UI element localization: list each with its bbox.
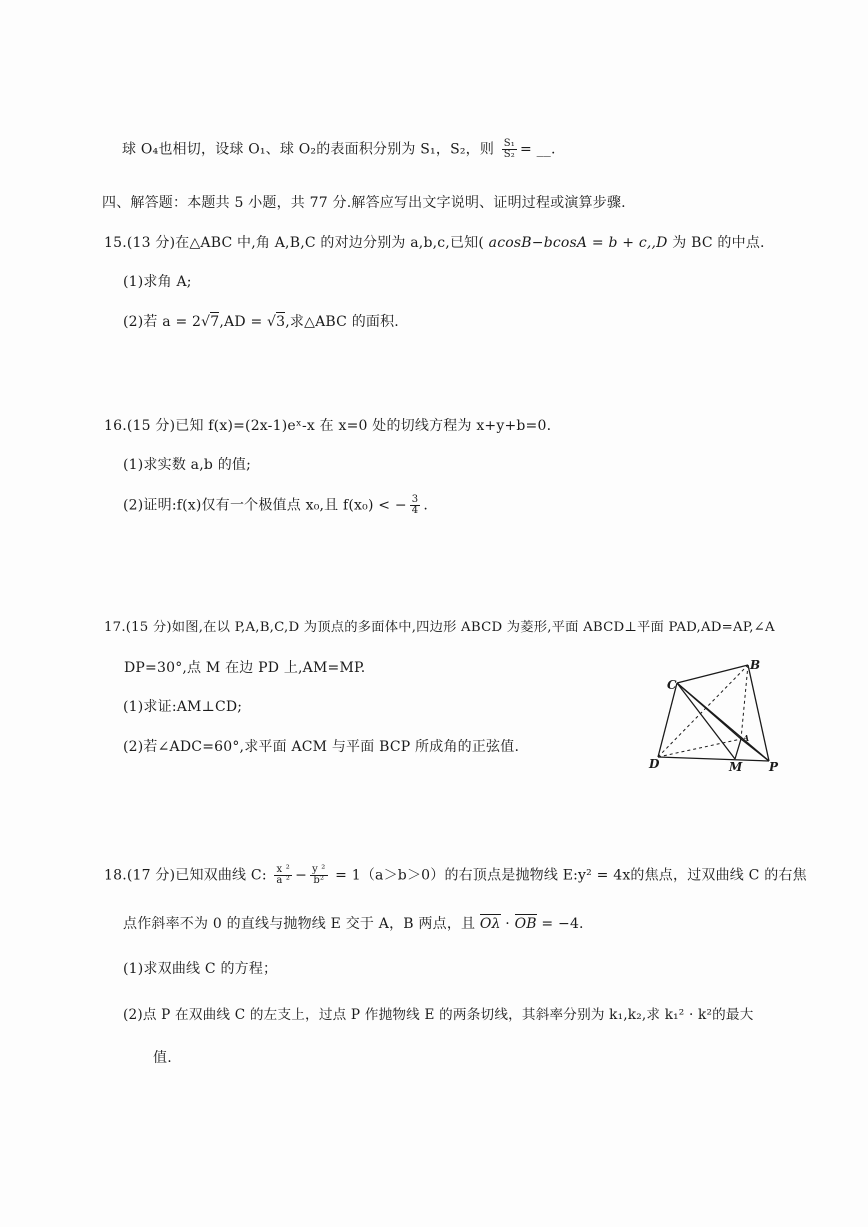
q16-stem: 16.(15 分)已知 f(x)=(2x-1)eˣ-x 在 x=0 处的切线方程为 x+y+b=0. bbox=[104, 418, 552, 434]
edge-am bbox=[735, 739, 741, 759]
label-m: M bbox=[729, 760, 743, 773]
top-line-end: = __. bbox=[520, 141, 556, 158]
q16-part2-end: . bbox=[423, 497, 428, 514]
q16-part2-start: (2)证明:f(x)仅有一个极值点 x₀,且 f(x₀) < − bbox=[123, 497, 407, 514]
edge-cm bbox=[677, 683, 735, 759]
q18-stem-line2 bbox=[123, 915, 584, 933]
q18-part2: (2)点 P 在双曲线 C 的左支上，过点 P 作抛物线 E 的两条切线，其斜率分别为 k₁,k₂,求 k₁² · k²的最大 bbox=[123, 1007, 754, 1023]
fraction-numerator: x ² bbox=[274, 865, 292, 876]
top-line bbox=[122, 139, 556, 160]
hyperbola-y-term bbox=[310, 865, 327, 886]
fraction-denominator: S₂ bbox=[503, 149, 515, 160]
q15-part1: (1)求角 A; bbox=[123, 274, 192, 290]
fraction-denominator: 4 bbox=[411, 505, 419, 516]
edge-cb bbox=[677, 665, 748, 683]
q16-part1: (1)求实数 a,b 的值; bbox=[123, 457, 252, 473]
section-heading: 四、解答题：本题共 5 小题，共 77 分.解答应写出文字说明、证明过程或演算步骤. bbox=[102, 195, 626, 211]
minus-sign: − bbox=[295, 867, 308, 884]
hidden-edge-da bbox=[658, 739, 741, 757]
q18-part2-continued: 值. bbox=[153, 1050, 172, 1066]
q18-stem-line1 bbox=[104, 865, 807, 886]
radicand-2: 3 bbox=[276, 314, 286, 330]
edge-dp bbox=[658, 757, 769, 761]
q18-line2-start: 点作斜率不为 0 的直线与抛物线 E 交于 A，B 两点，且 bbox=[123, 916, 480, 932]
q15-stem bbox=[104, 234, 765, 252]
q18-stem-start: 18.(17 分)已知双曲线 C: bbox=[104, 867, 272, 884]
vector-ob: OB bbox=[514, 916, 537, 932]
hyperbola-x-term bbox=[274, 865, 292, 886]
q17-stem-line2: DP=30°,点 M 在边 PD 上,AM=MP. bbox=[124, 660, 366, 676]
label-b: B bbox=[750, 658, 761, 672]
edge-ca bbox=[677, 683, 741, 739]
q15-condition: acosB−bcosA = b + c,,D bbox=[488, 235, 668, 251]
q15-stem-start: 15.(13 分)在△ABC 中,角 A,B,C 的对边分别为 a,b,c,已知( bbox=[104, 235, 489, 251]
q15-part2 bbox=[123, 313, 399, 331]
fraction-numerator: S₁ bbox=[503, 138, 515, 149]
q16-part2 bbox=[123, 495, 428, 516]
label-p: P bbox=[769, 760, 779, 773]
top-line-text: 球 O₄也相切，设球 O₁、球 O₂的表面积分别为 S₁，S₂，则 bbox=[122, 141, 499, 158]
fraction-numerator: y ² bbox=[312, 864, 326, 875]
q15-stem-end: 为 BC 的中点. bbox=[667, 235, 765, 251]
fraction-numerator: 3 bbox=[411, 494, 419, 505]
ratio-fraction bbox=[502, 139, 517, 160]
q18-stem-end: = 1（a＞b＞0）的右顶点是抛物线 E:y² = 4x的焦点，过双曲线 C 的右焦 bbox=[330, 867, 807, 884]
q17-part1: (1)求证:AM⊥CD; bbox=[123, 699, 243, 715]
label-c: C bbox=[667, 678, 677, 692]
q15-part2-end: ,求△ABC 的面积. bbox=[285, 314, 399, 330]
q17-part2: (2)若∠ADC=60°,求平面 ACM 与平面 BCP 所成角的正弦值. bbox=[123, 739, 520, 755]
q17-stem-line1: 17.(15 分)如图,在以 P,A,B,C,D 为顶点的多面体中,四边形 ABCD 为菱形,平面 ABCD⊥平面 PAD,AD=AP,∠A bbox=[104, 620, 775, 635]
fraction-denominator: b² bbox=[313, 875, 325, 886]
q15-part2-mid: ,AD = bbox=[219, 314, 268, 330]
q18-line2-end: = −4. bbox=[536, 916, 584, 932]
label-d: D bbox=[649, 757, 660, 771]
sqrt-sign: √ bbox=[267, 314, 277, 330]
edge-cd bbox=[658, 683, 677, 757]
fraction-denominator: a ² bbox=[276, 875, 291, 886]
q16-fraction bbox=[410, 495, 421, 516]
q18-part1: (1)求双曲线 C 的方程； bbox=[123, 961, 278, 977]
label-a: A bbox=[743, 733, 750, 743]
polyhedron-figure bbox=[645, 655, 780, 773]
vector-oa: Oλ bbox=[479, 916, 501, 932]
dot-operator: · bbox=[500, 916, 515, 932]
radicand-1: 7 bbox=[210, 314, 220, 330]
q15-part2-start: (2)若 a = 2 bbox=[123, 314, 202, 330]
sqrt-sign: √ bbox=[201, 314, 211, 330]
hidden-edge-ba bbox=[741, 665, 748, 739]
